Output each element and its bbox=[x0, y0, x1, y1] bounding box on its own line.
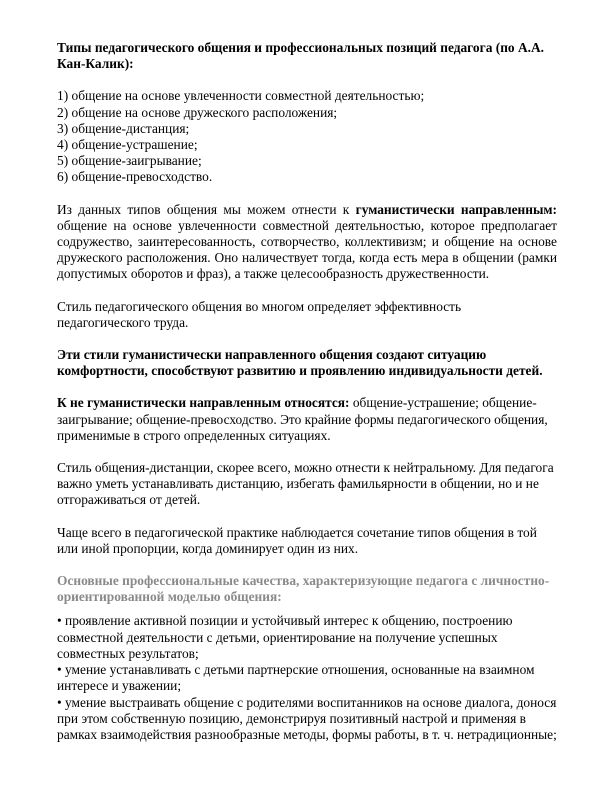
humanistic-paragraph bbox=[57, 202, 557, 283]
list-item: 5) общение-заигрывание; bbox=[57, 153, 202, 169]
qualities-heading: Основные профессиональные качества, характеризующие педагога с личностно-ориентированной моделью общения: bbox=[57, 573, 550, 605]
paragraph-text: общение-устрашение; общение-заигрывание; общение-превосходство. Это крайние формы педагогического общения, применимые в строго определенных ситуациях. bbox=[57, 395, 548, 443]
qualities-list bbox=[57, 613, 557, 743]
distance-paragraph: Стиль общения-дистанции, скорее всего, можно отнести к нейтральному. Для педагога важно уметь устанавливать дистанцию, избегать фамильярности в общении, но и не отгораживаться от детей. bbox=[57, 460, 554, 508]
non-humanistic-emphasis: К не гуманистически направленным относятся: bbox=[57, 395, 350, 411]
list-item: 1) общение на основе увлеченности совместной деятельностью; bbox=[57, 88, 425, 104]
humanistic-emphasis: гуманистически направленным: bbox=[355, 201, 557, 217]
paragraph-text: общение на основе увлеченности совместной деятельностью, которое предполагает содружество, заинтересованность, сотворчество, коллективизм; и общение на основе дружеского расположения. Оно наличествует тогда, когда есть мера в общении (рамки допустимых оборотов и фраз), а также целесообразность дружественности. bbox=[57, 217, 557, 282]
list-item: 6) общение-превосходство. bbox=[57, 169, 213, 185]
style-paragraph: Стиль педагогического общения во многом определяет эффективность педагогического труда. bbox=[57, 298, 462, 330]
list-item: • умение устанавливать с детьми партнерские отношения, основанные на взаимном интересе и уважении; bbox=[57, 662, 535, 694]
non-humanistic-paragraph bbox=[57, 395, 557, 444]
document-title: Типы педагогического общения и профессиональных позиций педагога (по А.А. Кан-Калик): bbox=[57, 40, 545, 72]
communication-types-list bbox=[57, 88, 557, 185]
document-page bbox=[57, 40, 557, 743]
list-item: • проявление активной позиции и устойчивый интерес к общению, построению совместной деятельности с детьми, ориентирование на получение успешных совместных результатов; bbox=[57, 613, 513, 661]
paragraph-text: Из данных типов общения мы можем отнести к bbox=[57, 201, 356, 217]
practice-paragraph: Чаще всего в педагогической практике наблюдается сочетание типов общения в той или иной пропорции, когда доминирует один из них. bbox=[57, 524, 537, 556]
list-item: 3) общение-дистанция; bbox=[57, 120, 190, 136]
list-item: 2) общение на основе дружеского расположения; bbox=[57, 104, 338, 120]
list-item: 4) общение-устрашение; bbox=[57, 137, 198, 153]
list-item: • умение выстраивать общение с родителями воспитанников на основе диалога, донося при этом собственную позицию, демонстрируя позитивный настрой и применяя в рамках взаимодействия разнообразные методы, формы работы, в т. ч. нетрадиционные; bbox=[57, 694, 557, 742]
comfort-paragraph: Эти стили гуманистически направленного общения создают ситуацию комфортности, способствуют развитию и проявлению индивидуальности детей. bbox=[57, 347, 543, 379]
